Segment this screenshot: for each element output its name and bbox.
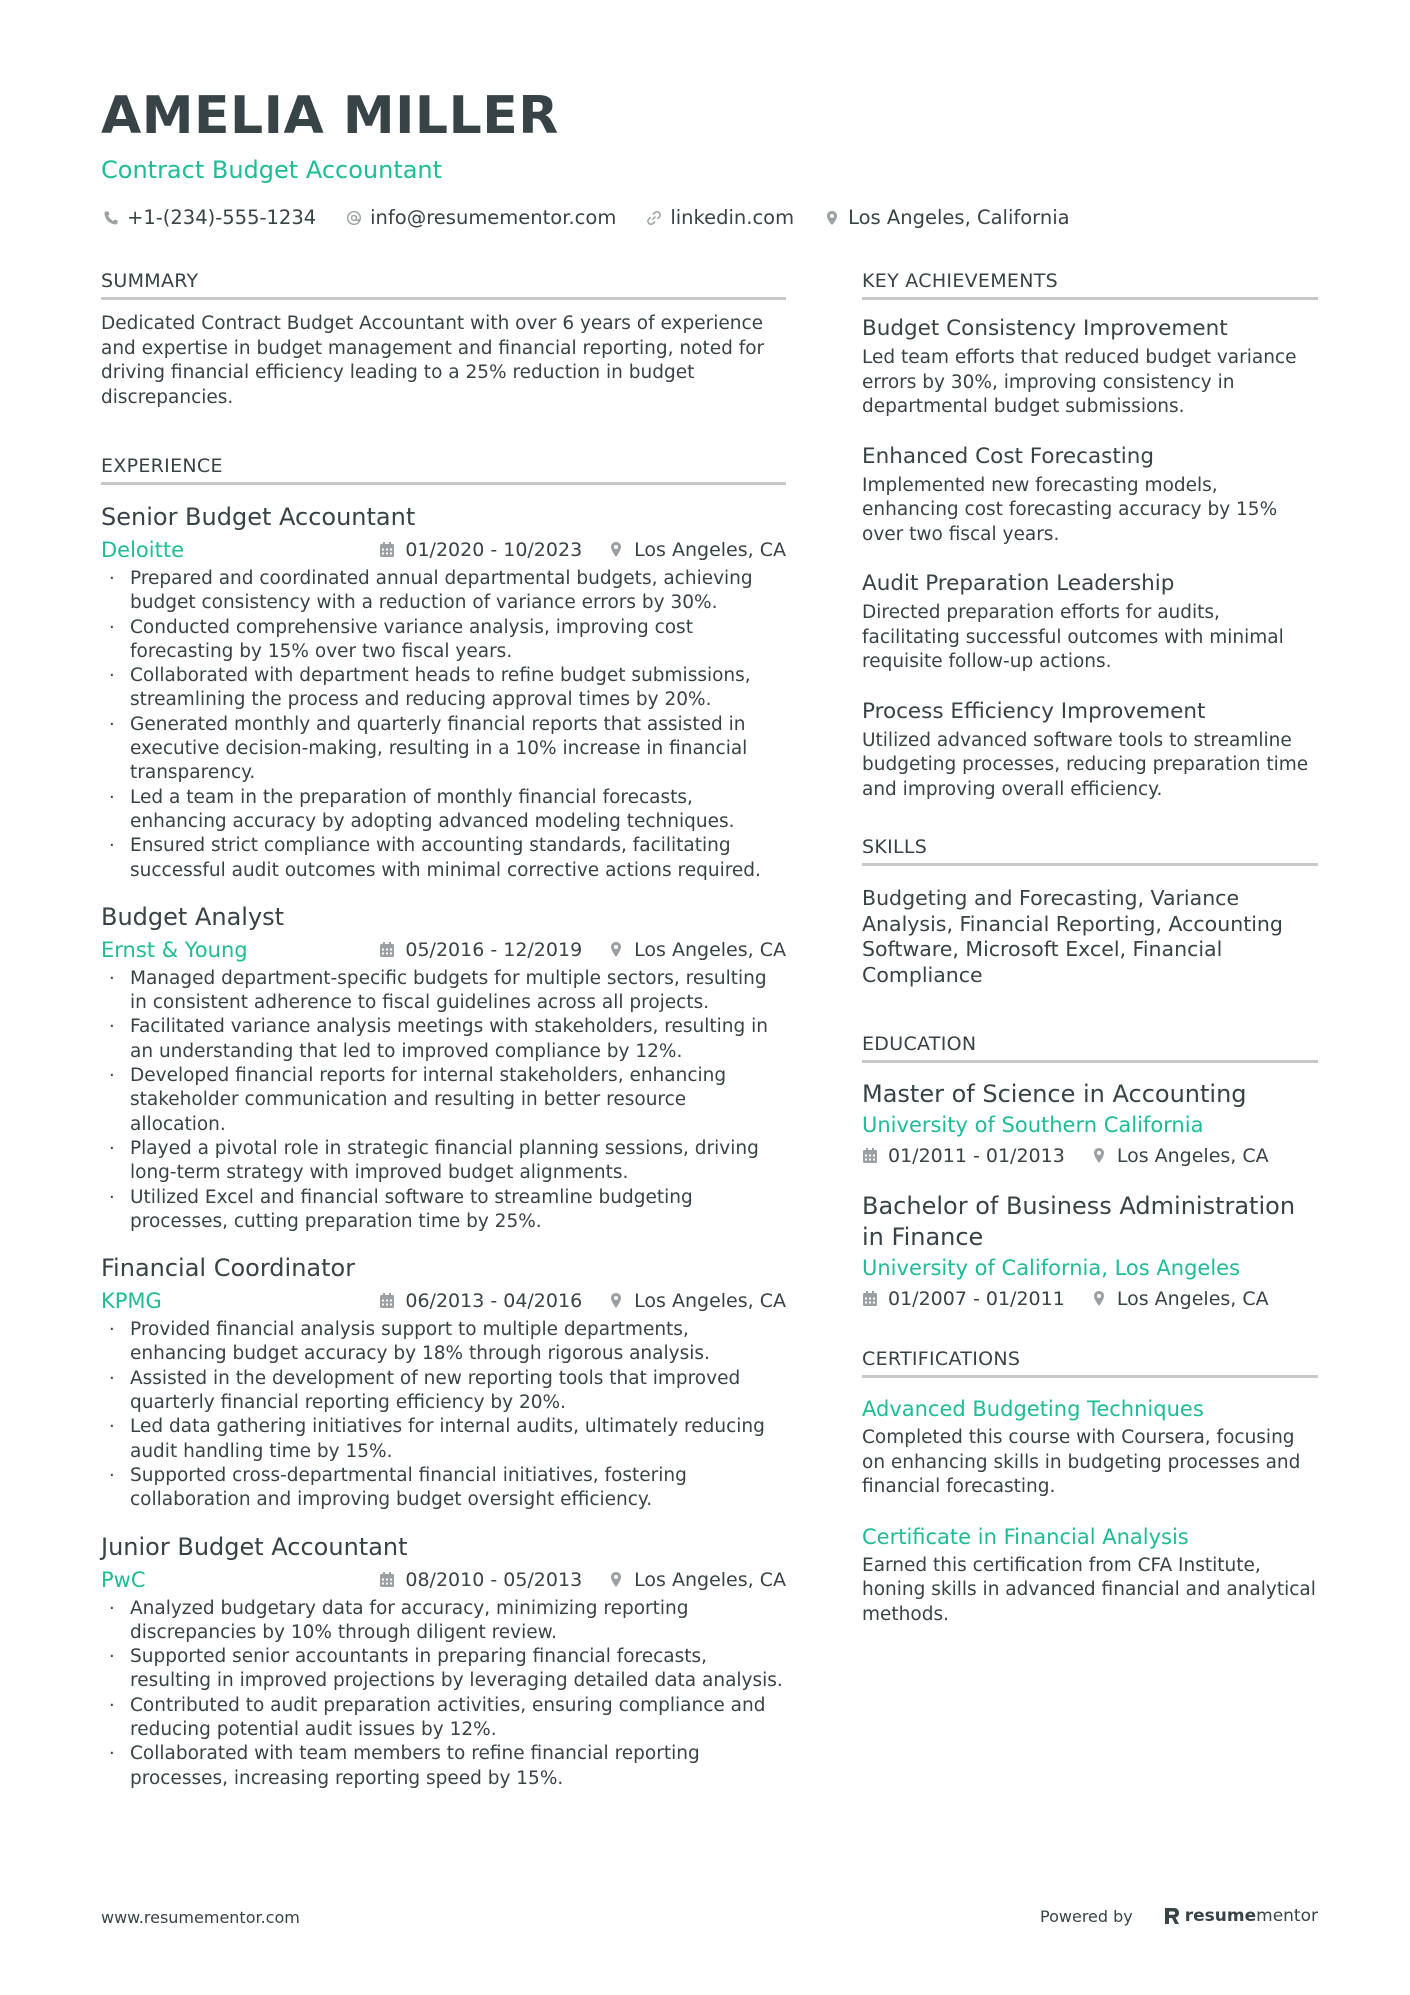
map-pin-icon — [1091, 1290, 1109, 1308]
bullet-item: · Collaborated with team members to refine financial reporting processes, increasing reporting speed by 15%. — [101, 1742, 786, 1791]
achievement-title: Enhanced Cost Forecasting — [862, 443, 1155, 469]
education-dates-item — [862, 1288, 1065, 1310]
achievements-section — [862, 268, 1318, 802]
education-list — [862, 1079, 1318, 1315]
job-meta — [101, 1565, 786, 1595]
phone-icon — [101, 208, 121, 228]
job-location-item — [608, 539, 786, 561]
education-dates: 01/2011 - 01/2013 — [888, 1145, 1065, 1168]
achievement-list — [862, 314, 1318, 802]
bullet-item: · Led data gathering initiatives for internal audits, ultimately reducing audit handling time by 15%. — [101, 1415, 786, 1464]
resumementor-logo-icon — [1163, 1906, 1181, 1926]
phone-text: +1-(234)-555-1234 — [127, 206, 317, 229]
calendar-icon — [379, 541, 397, 559]
job-location: Los Angeles, CA — [634, 1290, 786, 1313]
job-bullets — [101, 967, 786, 1234]
achievements-heading: KEY ACHIEVEMENTS — [862, 268, 1318, 300]
summary-heading: SUMMARY — [101, 268, 786, 300]
job-location-item — [608, 1290, 786, 1312]
education-meta — [862, 1141, 1318, 1171]
certification-title: Advanced Budgeting Techniques — [862, 1397, 1204, 1422]
education-heading: EDUCATION — [862, 1031, 1318, 1063]
skills-text: Budgeting and Forecasting, Variance Analysis, Financial Reporting, Accounting Software, Microsoft Excel, Financial Compliance — [862, 886, 1283, 988]
certification-list — [862, 1394, 1318, 1627]
achievement-title: Audit Preparation Leadership — [862, 571, 1175, 596]
job-meta — [101, 535, 786, 565]
bullet-item: · Utilized Excel and financial software to streamline budgeting processes, cutting preparation time by 25%. — [101, 1186, 786, 1235]
summary-text: Dedicated Contract Budget Accountant with over 6 years of experience and expertise in budget management and financial reporting, noted for driving financial efficiency leading to a 25% reduction in budget discrepancies. — [101, 313, 765, 408]
contact-phone[interactable] — [101, 206, 316, 229]
email-text: info@resumementor.com — [370, 206, 617, 229]
job-dates-item — [379, 1290, 582, 1312]
contact-location — [822, 206, 1069, 229]
achievement-title: Budget Consistency Improvement — [862, 316, 1228, 341]
contact-row — [101, 206, 1321, 229]
calendar-icon — [862, 1290, 880, 1308]
experience-heading: EXPERIENCE — [101, 453, 786, 485]
school-name: University of Southern California — [862, 1113, 1204, 1138]
right-column — [862, 268, 1318, 1649]
map-pin-icon — [608, 1571, 626, 1589]
job-meta-details — [353, 939, 786, 961]
skills-section — [862, 834, 1318, 989]
achievement-description: Directed preparation efforts for audits, facilitating successful outcomes with minimal requisite follow-up actions. — [862, 602, 1284, 672]
certifications-heading: CERTIFICATIONS — [862, 1346, 1318, 1378]
bullet-item: · Led a team in the preparation of monthly financial forecasts, enhancing accuracy by adopting advanced modeling techniques. — [101, 786, 786, 835]
calendar-icon — [379, 941, 397, 959]
achievement-item — [862, 442, 1318, 548]
bullet-item: · Supported cross-departmental financial initiatives, fostering collaboration and improving budget oversight efficiency. — [101, 1464, 786, 1513]
location-text: Los Angeles, California — [848, 206, 1070, 229]
certification-description: Completed this course with Coursera, focusing on enhancing skills in budgeting processes and financial forecasting. — [862, 1427, 1301, 1498]
job-location-item — [608, 1569, 786, 1591]
job-meta-details — [353, 539, 786, 561]
resume-header — [101, 80, 1321, 229]
bullet-item: · Managed department-specific budgets for multiple sectors, resulting in consistent adherence to fiscal guidelines across all projects. — [101, 967, 786, 1016]
bullet-item: · Ensured strict compliance with accounting standards, facilitating successful audit outcomes with minimal corrective actions required. — [101, 834, 786, 883]
candidate-role: Contract Budget Accountant — [101, 156, 443, 184]
certification-description: Earned this certification from CFA Institute, honing skills in advanced financial and analytical methods. — [862, 1554, 1316, 1625]
job-entry — [101, 901, 786, 1234]
left-column — [101, 268, 786, 1809]
bullet-item: · Contributed to audit preparation activities, ensuring compliance and reducing potential audit issues by 12%. — [101, 1694, 786, 1743]
job-dates: 05/2016 - 12/2019 — [405, 938, 583, 961]
job-entry — [101, 501, 786, 883]
job-meta-details — [353, 1290, 786, 1312]
job-location: Los Angeles, CA — [634, 539, 786, 561]
bullet-item: · Collaborated with department heads to refine budget submissions, streamlining the process and reducing approval times by 20%. — [101, 664, 786, 713]
bullet-item: · Supported senior accountants in preparing financial forecasts, resulting in improved projections by leveraging detailed data analysis. — [101, 1645, 786, 1694]
job-location: Los Angeles, CA — [634, 938, 786, 961]
map-pin-icon — [608, 1292, 626, 1310]
job-title: Junior Budget Accountant — [101, 1532, 408, 1561]
candidate-name: AMELIA MILLER — [101, 86, 559, 146]
powered-by-text: Powered by — [1040, 1906, 1133, 1926]
calendar-icon — [379, 1292, 397, 1310]
education-location-item — [1091, 1145, 1269, 1167]
certifications-section — [862, 1346, 1318, 1627]
achievement-description: Utilized advanced software tools to streamline budgeting processes, reducing preparation time and improving overall efficiency. — [862, 729, 1309, 800]
degree-title: Master of Science in Accounting — [862, 1079, 1247, 1108]
bullet-item: · Played a pivotal role in strategic financial planning sessions, driving long-term strategy with improved budget alignments. — [101, 1137, 786, 1186]
map-pin-icon — [608, 941, 626, 959]
footer-website[interactable]: www.resumementor.com — [101, 1908, 300, 1927]
skills-heading: SKILLS — [862, 834, 1318, 866]
education-item — [862, 1079, 1318, 1172]
contact-email[interactable] — [344, 206, 616, 229]
company-name: Ernst & Young — [101, 937, 248, 962]
job-bullets — [101, 1318, 786, 1512]
certification-item — [862, 1522, 1318, 1628]
map-pin-icon — [608, 541, 626, 559]
company-name: Deloitte — [101, 538, 184, 562]
job-entry — [101, 1531, 786, 1791]
job-dates-item — [379, 539, 582, 561]
job-bullets — [101, 567, 786, 883]
bullet-item: · Developed financial reports for internal stakeholders, enhancing stakeholder communication and resulting in better resource allocation. — [101, 1064, 786, 1137]
bullet-item: · Provided financial analysis support to multiple departments, enhancing budget accuracy by 18% through rigorous analysis. — [101, 1318, 786, 1367]
job-bullets — [101, 1597, 786, 1791]
job-location: Los Angeles, CA — [634, 1568, 786, 1591]
education-location-item — [1091, 1288, 1269, 1310]
education-dates-item — [862, 1145, 1065, 1167]
education-item — [862, 1191, 1318, 1314]
job-dates-item — [379, 1569, 582, 1591]
footer-branding — [1040, 1906, 1318, 1926]
school-name: University of California, Los Angeles — [862, 1256, 1241, 1281]
job-dates: 06/2013 - 04/2016 — [405, 1290, 583, 1313]
map-pin-icon — [1091, 1147, 1109, 1165]
job-location-item — [608, 939, 786, 961]
job-dates-item — [379, 939, 582, 961]
education-meta — [862, 1284, 1318, 1314]
calendar-icon — [379, 1571, 397, 1589]
degree-title: Bachelor of Business Administration in Finance — [862, 1192, 1296, 1251]
at-icon — [344, 208, 364, 228]
achievement-item — [862, 697, 1318, 803]
education-location: Los Angeles, CA — [1116, 1145, 1269, 1168]
bullet-item: · Conducted comprehensive variance analysis, improving cost forecasting by 15% over two fiscal years. — [101, 616, 786, 665]
company-name: PwC — [101, 1567, 146, 1592]
job-title: Senior Budget Accountant — [101, 503, 416, 531]
job-meta-details — [353, 1569, 786, 1591]
contact-linkedin[interactable] — [644, 206, 794, 229]
bullet-item: · Prepared and coordinated annual departmental budgets, achieving budget consistency with a reduction of variance errors by 30%. — [101, 567, 786, 616]
brand-mentor: mentor — [1256, 1906, 1318, 1926]
achievement-description: Implemented new forecasting models, enhancing cost forecasting accuracy by 15% over two fiscal years. — [862, 474, 1278, 545]
education-section — [862, 1031, 1318, 1315]
bullet-item: · Generated monthly and quarterly financial reports that assisted in executive decision-making, resulting in a 10% increase in financial transparency. — [101, 713, 786, 786]
calendar-icon — [862, 1147, 880, 1165]
bullet-item: · Assisted in the development of new reporting tools that improved quarterly financial reporting efficiency by 20%. — [101, 1367, 786, 1416]
job-list — [101, 501, 786, 1791]
experience-section — [101, 453, 786, 1791]
education-location: Los Angeles, CA — [1116, 1288, 1269, 1311]
job-entry — [101, 1252, 786, 1512]
achievement-title: Process Efficiency Improvement — [862, 698, 1206, 724]
achievement-description: Led team efforts that reduced budget variance errors by 30%, improving consistency in departmental budget submissions. — [862, 347, 1297, 417]
company-name: KPMG — [101, 1289, 162, 1314]
job-dates: 01/2020 - 10/2023 — [405, 539, 583, 561]
achievement-item — [862, 569, 1318, 675]
education-dates: 01/2007 - 01/2011 — [888, 1288, 1065, 1311]
job-title: Financial Coordinator — [101, 1254, 356, 1283]
brand-logo[interactable] — [1163, 1906, 1318, 1926]
job-meta — [101, 1286, 786, 1316]
bullet-item: · Analyzed budgetary data for accuracy, minimizing reporting discrepancies by 10% through diligent review. — [101, 1597, 786, 1646]
bullet-item: · Facilitated variance analysis meetings with stakeholders, resulting in an understanding that led to improved compliance by 12%. — [101, 1015, 786, 1064]
job-meta — [101, 935, 786, 965]
achievement-item — [862, 314, 1318, 420]
linkedin-text: linkedin.com — [670, 206, 795, 229]
job-dates: 08/2010 - 05/2013 — [405, 1568, 583, 1591]
brand-resume: resume — [1184, 1906, 1257, 1926]
certification-item — [862, 1394, 1318, 1500]
link-icon — [644, 208, 664, 228]
summary-section — [101, 268, 786, 410]
certification-title: Certificate in Financial Analysis — [862, 1524, 1189, 1549]
map-pin-icon — [822, 208, 842, 228]
job-title: Budget Analyst — [101, 902, 285, 931]
